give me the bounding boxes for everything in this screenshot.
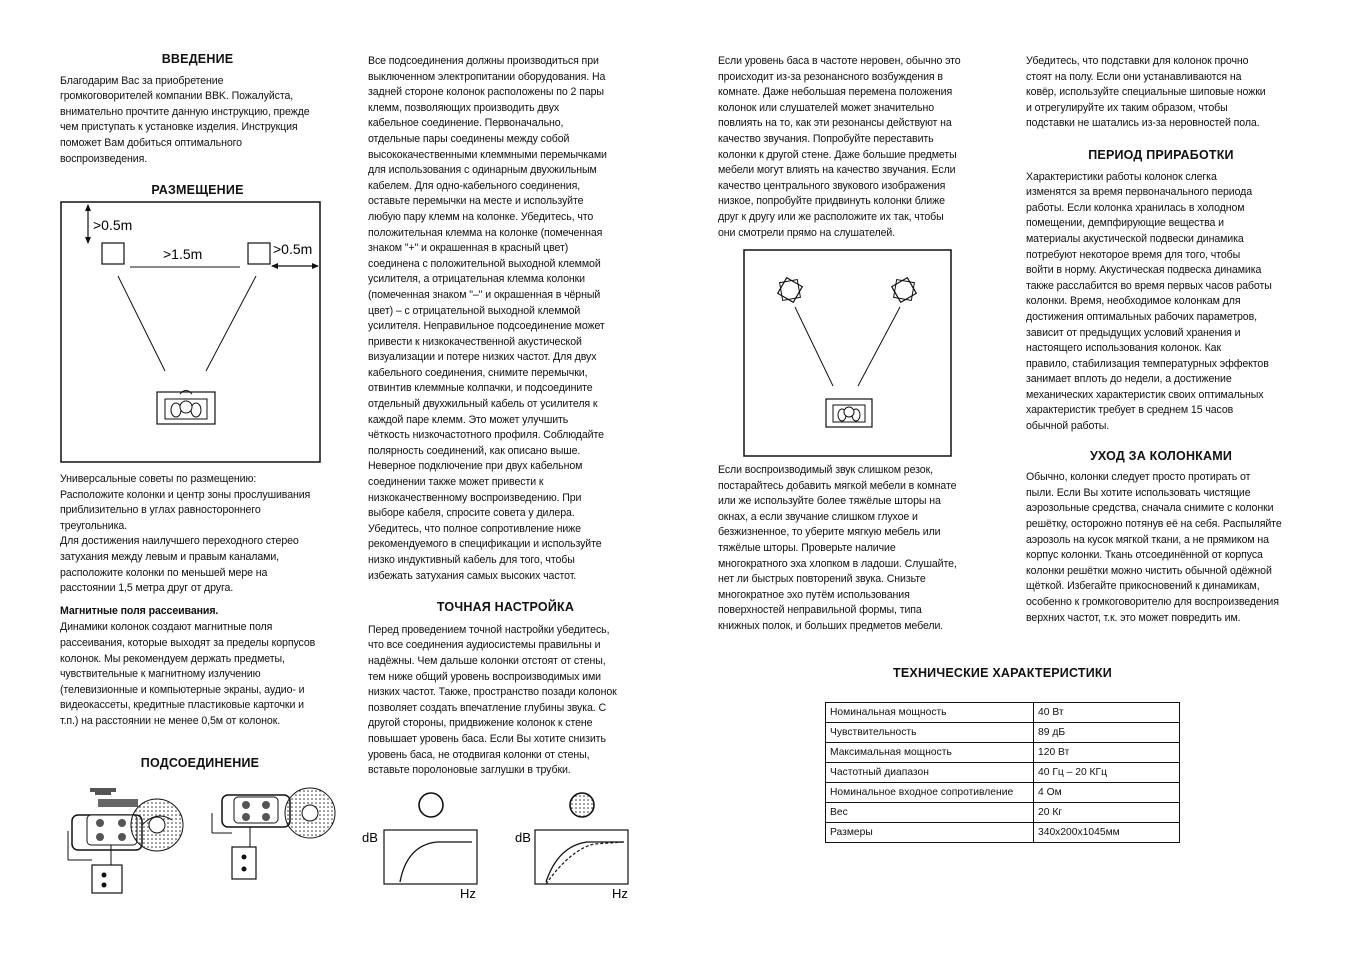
spec-name: Максимальная мощность	[826, 743, 1034, 763]
response-curve-open	[400, 842, 472, 882]
response-curve-open-ref	[546, 842, 624, 882]
spec-value: 40 Вт	[1034, 703, 1180, 723]
spec-row	[826, 703, 1180, 723]
right-angled-speaker-icon	[892, 278, 917, 303]
spec-name: Номинальная мощность	[826, 703, 1034, 723]
care-heading: УХОД ЗА КОЛОНКАМИ	[1089, 448, 1233, 463]
spec-value: 40 Гц – 20 КГц	[1034, 763, 1180, 783]
label-side-distance: >0.5m	[273, 241, 313, 257]
open-port-icon	[419, 793, 443, 817]
spec-row	[826, 723, 1180, 743]
bi-wire-connection-icon	[212, 788, 335, 879]
spec-row	[826, 823, 1180, 843]
single-wire-connection-icon	[68, 788, 183, 893]
spec-row	[826, 763, 1180, 783]
tuning-heading: ТОЧНАЯ НАСТРОЙКА	[436, 600, 575, 615]
magnetic-text: Динамики колонок создают магнитные поля рассеивания, которые выходят за пределы корпусов колонок. Мы рекомендуем держать предметы, чувствительные к магнитному излучению (телевизионные и компьютерные экраны, аудио- и видеокассеты, кредитные пластиковые карточки и т.п.) на расстоянии не менее 0,5м от колонок.	[60, 621, 316, 727]
column-4	[1026, 54, 1296, 626]
label-back-distance: >0.5m	[93, 217, 133, 233]
specs-table	[825, 702, 1180, 843]
column-1-lower	[60, 472, 340, 771]
spec-name: Частотный диапазон	[826, 763, 1034, 783]
specs-heading: ТЕХНИЧЕСКИЕ ХАРАКТЕРИСТИКИ	[893, 666, 1112, 680]
listener-icon	[157, 391, 215, 425]
room-diagram	[743, 249, 953, 459]
label-between-distance: >1.5m	[163, 246, 203, 262]
graph-1-x-label: Hz	[460, 886, 476, 901]
graph-2-x-label: Hz	[612, 886, 628, 901]
intro-heading: ВВЕДЕНИЕ	[161, 52, 234, 66]
spec-value: 4 Ом	[1034, 783, 1180, 803]
placement-tips: Универсальные советы по размещению: Расположите колонки и центр зоны прослушивания приблизительно в углах равностороннего треугольника. Для достижения наилучшего переходного стерео затухания между левым и правым каналами, расположите колонки по меньшей мере на расстоянии 1,5 метра друг от друга.	[60, 473, 311, 595]
placement-diagram	[60, 201, 322, 463]
spec-name: Номинальное входное сопротивление	[826, 783, 1034, 803]
spec-value: 120 Вт	[1034, 743, 1180, 763]
response-curve-plugged	[546, 842, 624, 884]
bass-text: Если уровень баса в частоте неровен, обычно это происходит из-за резонансного возбуждения в комнате. Даже небольшая перемена положения колонок или слушателей может значительно повлиять на то, как эти резонансы действуют на качество звучания. Попробуйте переставить колонки к другой стене. Даже большие предметы мебели могут влиять на качество звучания. Если качество центрального звукового изображения низкое, попробуйте придвинуть колонки ближе друг к другу или же расположите их так, чтобы они смотрели прямо на слушателей.	[718, 55, 961, 239]
stands-text: Убедитесь, что подставки для колонок прочно стоят на полу. Если они устанавливаются на ковёр, используйте специальные шиповые ножки и отрегулируйте их таким образом, чтобы подставки не шатались из-за неровностей пола.	[1026, 55, 1266, 130]
connection-heading: ПОДСОЕДИНЕНИЕ	[140, 755, 260, 770]
left-angled-speaker-icon	[778, 278, 803, 303]
graph-2-y-label: dB	[515, 830, 531, 845]
spec-name: Размеры	[826, 823, 1034, 843]
column-2	[368, 54, 643, 779]
spec-name: Вес	[826, 803, 1034, 823]
column-3-lower	[718, 463, 996, 635]
plugged-port-icon	[570, 793, 594, 817]
room-listener-icon	[826, 399, 872, 427]
left-speaker-icon	[102, 243, 124, 264]
frequency-response-graphs	[362, 790, 637, 905]
placement-heading: РАЗМЕЩЕНИЕ	[151, 183, 244, 198]
column-3	[718, 54, 996, 241]
intro-text: Благодарим Вас за приобретение громкоговорителей компании BBK. Пожалуйста, внимательно прочтите данную инструкцию, прежде чем приступать к установке изделия. Инструкция поможет Вам добиться оптимального воспроизведения.	[60, 74, 310, 165]
right-speaker-icon	[248, 243, 270, 264]
spec-row	[826, 783, 1180, 803]
connection-diagram	[62, 785, 337, 895]
spec-row	[826, 743, 1180, 763]
spec-name: Чувствительность	[826, 723, 1034, 743]
connection-text: Все подсоединения должны производиться при выключенном электропитании оборудования. На задней стороне колонок расположены по 2 пары клемм, позволяющих производить двух кабельное соединение. Первоначально, отдельные пары соединены между собой высококачественными клеммными перемычками для использования с одинарным двухжильным кабелем. Для одно-кабельного соединения, оставьте перемычки на месте и используйте любую пару клемм на колонке. Убедитесь, что положительная клемма на колонке (помеченная знаком "+" и окрашенная в красный цвет) соединена с положительной выходной клеммой усилителя, а отрицательная клемма колонки (помеченная знаком "–" и окрашенная в чёрный цвет) – с отрицательной выходной клеммой усилителя. Неправильное подсоединение может привести к низкокачественной акустической визуализации и потере низких частот. Для двух кабельного соединения, снимите перемычки, отвинтив клеммные колпачки, и подсоедините отдельный двухжильный кабель от усилителя к каждой паре клемм. Это может улучшить чёткость низкочастотного профиля. Соблюдайте полярность соединений, как описано выше. Неверное подключение при двух кабельном соединении также может привести к низкокачественному воспроизведению. При выборе кабеля, спросите совета у дилера. Убедитесь, что полное сопротивление ниже рекомендуемого в спецификации и используйте низко индуктивный кабель для того, чтобы избежать затухания самых высоких частот.	[368, 55, 607, 582]
magnetic-heading: Магнитные поля рассеивания.	[60, 604, 219, 617]
breakin-text: Характеристики работы колонок слегка изменятся за время первоначального периода работы. Если колонка хранилась в холодном помещении, демпфирующие вещества и материалы акустической подвески динамика потребуют некоторое время для того, чтобы войти в норму. Акустическая подвеска динамика также расслабится во время первых часов работы колонки. Время, необходимое колонкам для достижения оптимальных рабочих параметров, зависит от предыдущих условий хранения и настоящего использования колонок. Как правило, стабилизация температурных эффектов занимает вплоть до недели, а достижение механических характеристик своих оптимальных характеристик требует в среднем 15 часов обычной работы.	[1026, 170, 1272, 433]
spec-value: 89 дБ	[1034, 723, 1180, 743]
spec-row	[826, 803, 1180, 823]
tuning-text: Перед проведением точной настройки убедитесь, что все соединения аудиосистемы правильны и надёжны. Чем дальше колонки отстоят от стены, тем ниже общий уровень воспроизводимых ими низких частот. Также, пространство позади колонок позволяет создать впечатление глубины звука. С другой стороны, придвижение колонок к стене повышает уровень баса. Если Вы хотите снизить уровень баса, не отодвигая колонки от стены, вставьте поролоновые заглушки в трубки.	[368, 623, 617, 777]
spec-value: 20 Кг	[1034, 803, 1180, 823]
graph-1-y-label: dB	[362, 830, 378, 845]
breakin-heading: ПЕРИОД ПРИРАБОТКИ	[1088, 147, 1234, 162]
spec-value: 340x200x1045мм	[1034, 823, 1180, 843]
sound-text: Если воспроизводимый звук слишком резок, постарайтесь добавить мягкой мебели в комнате или же используйте более тяжёлые шторы на окнах, а если звучание слишком глухое и безжизненное, то уберите мягкую мебель или тяжёлые шторы. Проверьте наличие многократного эха хлопком в ладоши. Слушайте, нет ли быстрых повторений звука. Снизьте многократное эхо путём использования поверхностей неправильной формы, типа книжных полок, и больших предметов мебели.	[718, 464, 957, 632]
care-text: Обычно, колонки следует просто протирать от пыли. Если Вы хотите использовать чистящие аэрозольные средства, сначала снимите с колонки решётку, осторожно потянув её на себя. Распыляйте аэрозоль на кусок мягкой ткани, а не прямиком на корпус колонки. Ткань отсоединённой от корпуса колонки решётки можно чистить обычной одёжной щёткой. Избегайте прикосновений к динамикам, особенно к громкоговорителю для воспроизведения верхних частот, т.к. это может повредить им.	[1026, 471, 1282, 624]
column-1	[60, 52, 335, 199]
